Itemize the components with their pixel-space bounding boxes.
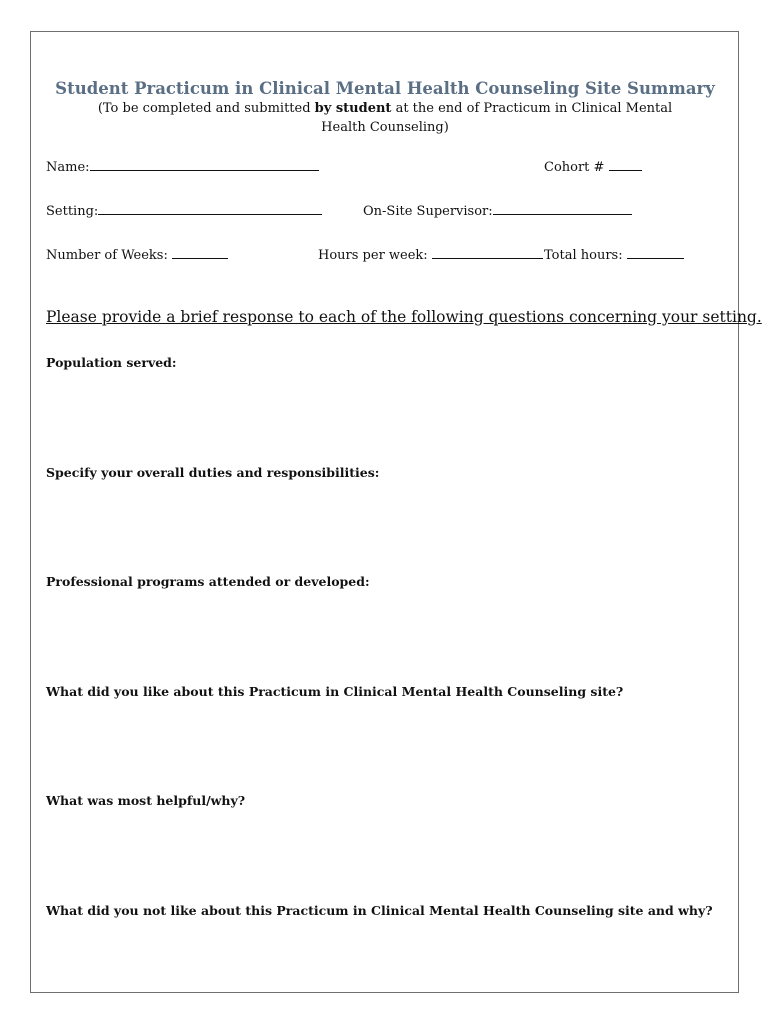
total-hours-field xyxy=(544,246,684,264)
cohort-blank[interactable] xyxy=(609,158,642,171)
setting-blank[interactable] xyxy=(98,202,322,215)
weeks-blank[interactable] xyxy=(172,246,228,259)
setting-field xyxy=(46,202,322,220)
total-hours-label: Total hours: xyxy=(544,248,627,263)
instructions-heading: Please provide a brief response to each of the following questions concerning your setting. xyxy=(46,308,762,326)
question-duties: Specify your overall duties and responsibilities: xyxy=(46,465,380,480)
weeks-label: Number of Weeks: xyxy=(46,248,172,263)
question-helpful: What was most helpful/why? xyxy=(46,793,246,808)
question-population: Population served: xyxy=(46,355,177,370)
question-programs: Professional programs attended or developed: xyxy=(46,574,370,589)
hours-per-week-label: Hours per week: xyxy=(318,248,432,263)
form-title: Student Practicum in Clinical Mental Health Counseling Site Summary xyxy=(55,79,715,98)
total-hours-blank[interactable] xyxy=(627,246,684,259)
question-liked: What did you like about this Practicum in Clinical Mental Health Counseling site? xyxy=(46,684,624,699)
supervisor-field xyxy=(363,202,632,220)
subtitle-emphasis: by student xyxy=(314,101,392,116)
supervisor-blank[interactable] xyxy=(493,202,632,215)
hours-per-week-field xyxy=(318,246,543,264)
question-disliked: What did you not like about this Practicum in Clinical Mental Health Counseling site and why? xyxy=(46,903,713,918)
cohort-label: Cohort # xyxy=(544,160,609,175)
form-subtitle xyxy=(80,99,690,137)
weeks-field xyxy=(46,246,228,264)
subtitle-text-start: (To be completed and submitted xyxy=(97,101,315,116)
name-blank[interactable] xyxy=(90,158,319,171)
setting-label: Setting: xyxy=(46,204,99,219)
subtitle-text-end: at the end of Practicum in Clinical Mental Health Counseling) xyxy=(321,101,673,135)
hours-per-week-blank[interactable] xyxy=(432,246,543,259)
supervisor-label: On-Site Supervisor: xyxy=(363,204,493,219)
cohort-field xyxy=(544,158,642,176)
name-label: Name: xyxy=(46,160,90,175)
name-field xyxy=(46,158,319,176)
